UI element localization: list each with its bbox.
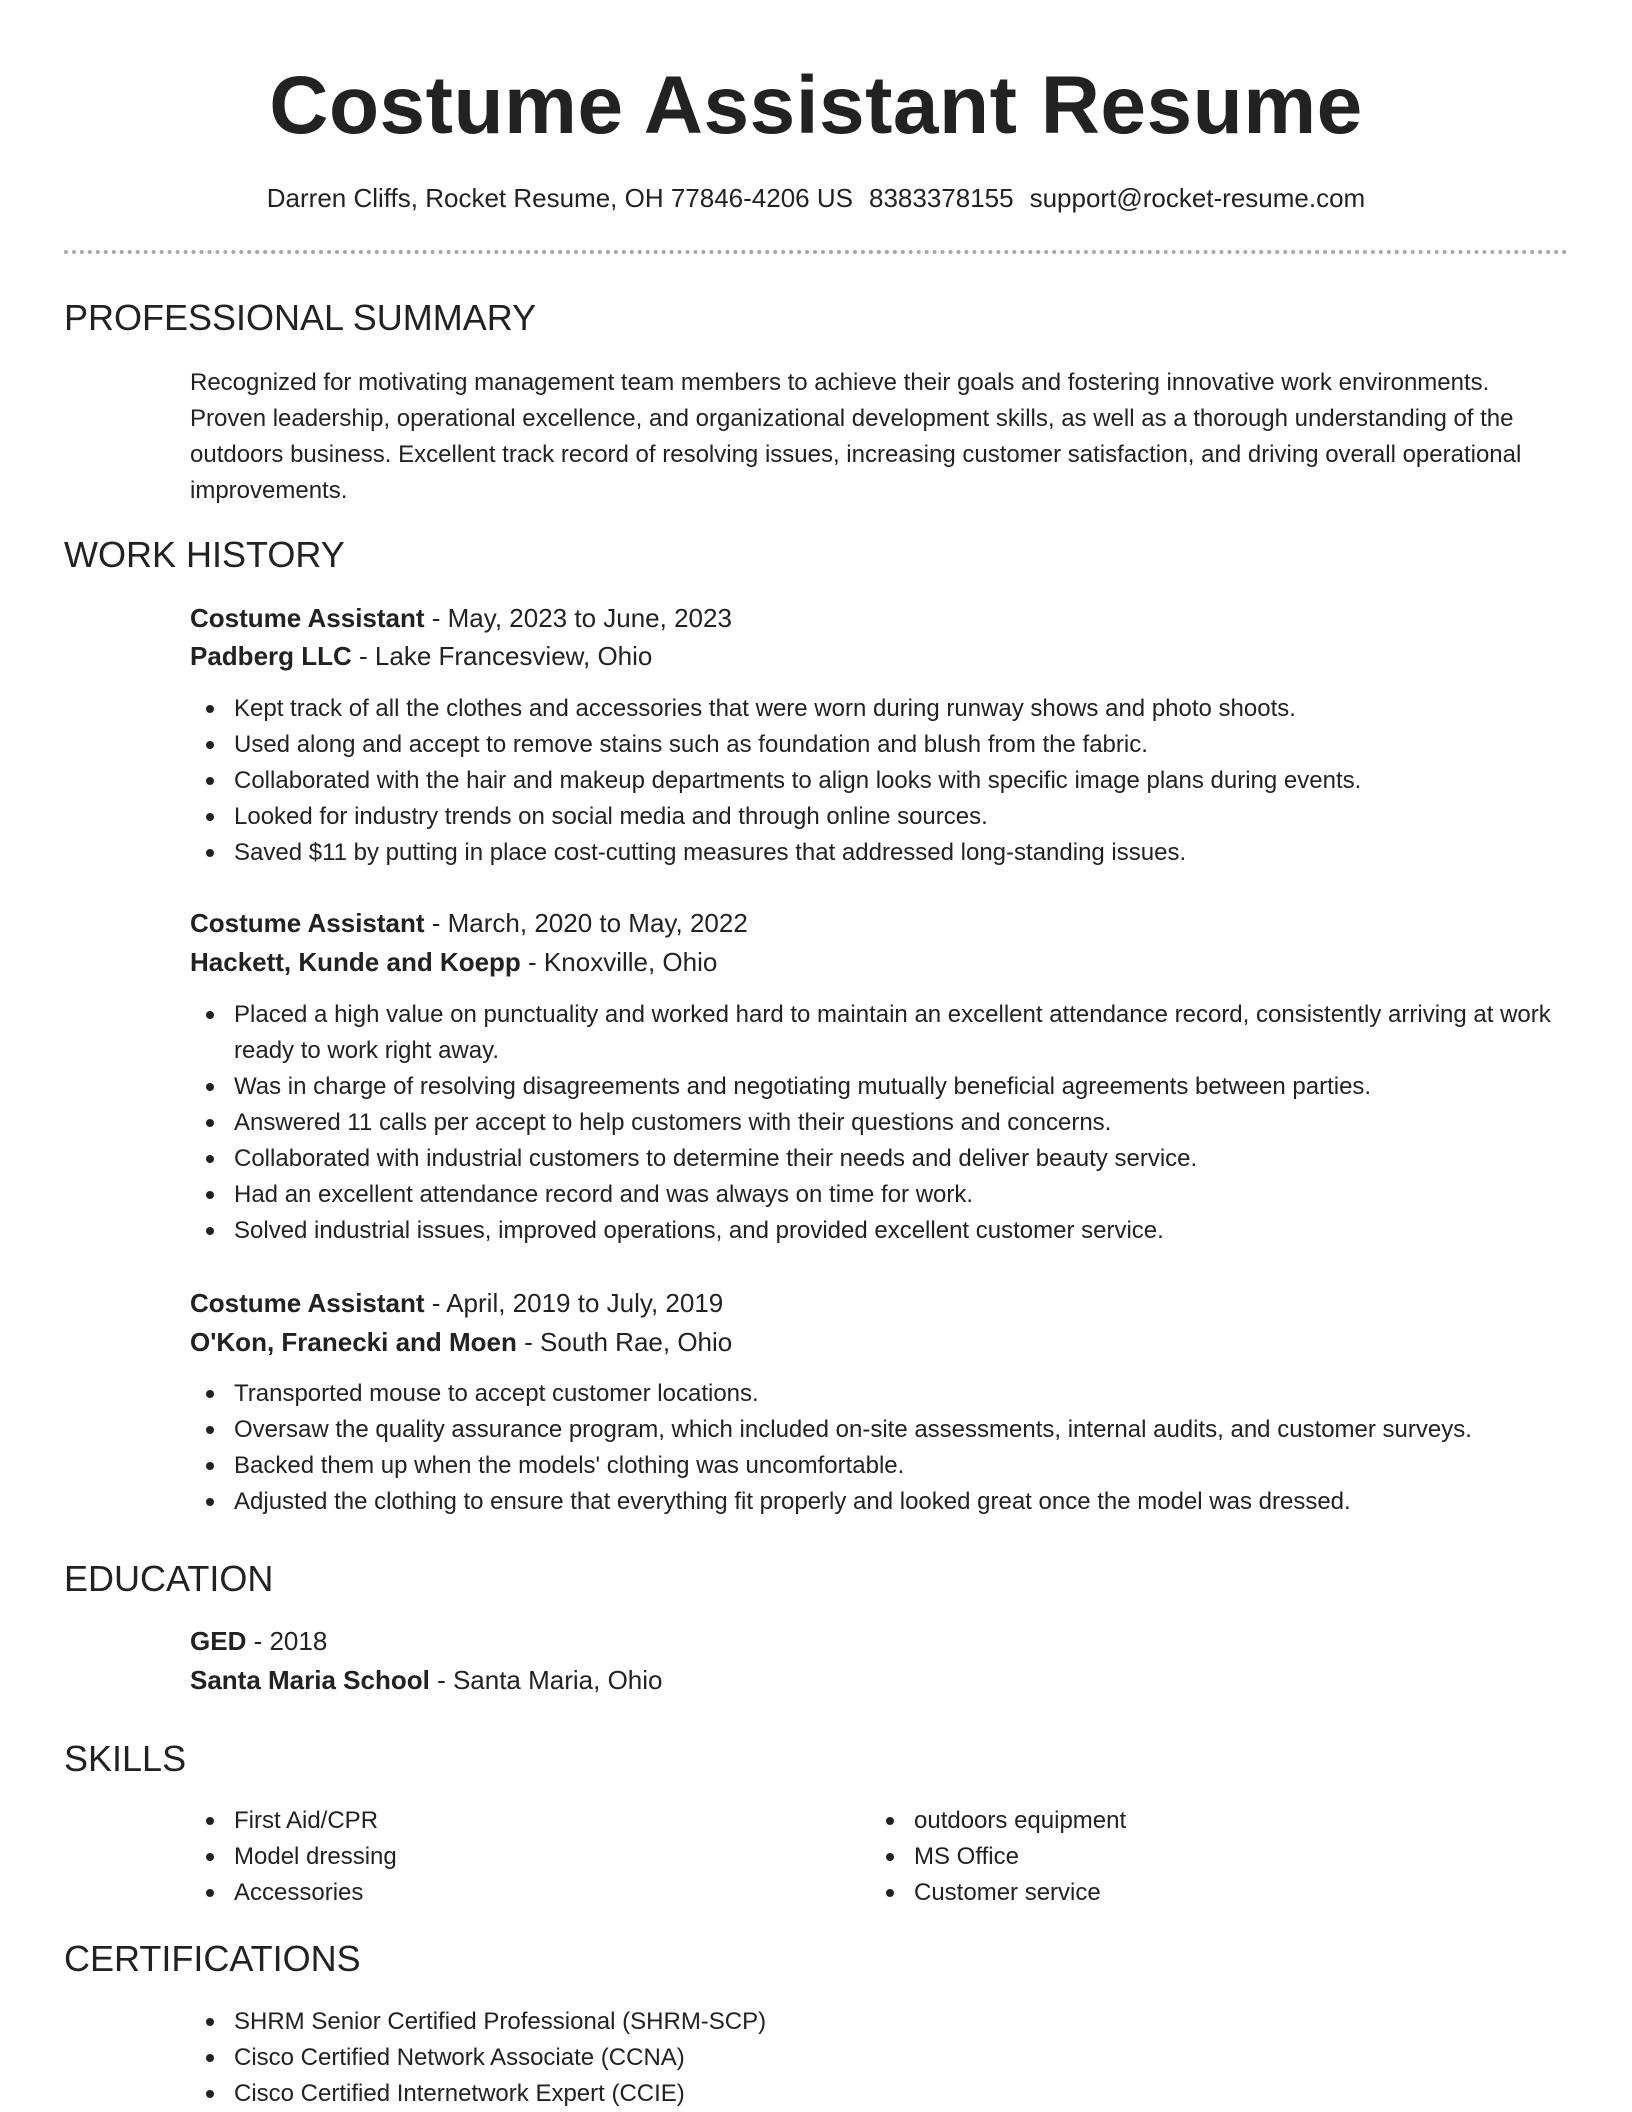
certifications-heading: CERTIFICATIONS: [64, 1938, 361, 1979]
job-title-line: [190, 599, 732, 637]
job-duties-list: [190, 1376, 1614, 1520]
skills-list-right: [870, 1803, 1534, 1911]
job-title-line: [190, 1284, 723, 1322]
job-company: Padberg LLC: [190, 641, 352, 671]
job-title-line: [190, 904, 748, 942]
job-duty-item: Backed them up when the models' clothing was uncomfortable.: [234, 1448, 1614, 1484]
education-degree: GED: [190, 1626, 247, 1656]
contact-email[interactable]: support@rocket-resume.com: [1029, 183, 1366, 213]
job-duties-list: [190, 997, 1614, 1249]
job-location: - Lake Francesview, Ohio: [351, 641, 653, 671]
job-dates: - April, 2019 to July, 2019: [424, 1288, 724, 1318]
skill-item: MS Office: [914, 1839, 1534, 1875]
job-company: Hackett, Kunde and Koepp: [190, 947, 521, 977]
skill-item: outdoors equipment: [914, 1803, 1534, 1839]
summary-text: Recognized for motivating management team members to achieve their goals and fostering innovative work environments. Proven leadership, operational excellence, and organizational development skills, as well as a thorough understanding of the outdoors business. Excellent track record of resolving issues, increasing customer satisfaction, and driving overall operational improvements.: [190, 369, 1522, 504]
education-degree-line: [190, 1622, 327, 1660]
job-dates: - May, 2023 to June, 2023: [424, 603, 732, 633]
job-duties-list: [190, 691, 1614, 871]
job-location: - Knoxville, Ohio: [520, 947, 718, 977]
job-duty-item: Had an excellent attendance record and was always on time for work.: [234, 1177, 1614, 1213]
education-year: - 2018: [246, 1626, 328, 1656]
job-title: Costume Assistant: [190, 1288, 425, 1318]
summary-heading: PROFESSIONAL SUMMARY: [64, 297, 537, 338]
job-duty-item: Solved industrial issues, improved operations, and provided excellent customer service.: [234, 1213, 1614, 1249]
job-duty-item: Was in charge of resolving disagreements and negotiating mutually beneficial agreements between parties.: [234, 1069, 1614, 1105]
contact-phone: 8383378155: [868, 183, 1014, 213]
education-location: - Santa Maria, Ohio: [429, 1665, 663, 1695]
skills-heading: SKILLS: [64, 1738, 187, 1779]
job-duty-item: Collaborated with industrial customers to determine their needs and deliver beauty service.: [234, 1141, 1614, 1177]
skills-list-left: [190, 1803, 854, 1911]
skill-item: Customer service: [914, 1875, 1534, 1911]
certification-item: Cisco Certified Internetwork Expert (CCIE): [234, 2076, 1614, 2112]
job-duty-item: Adjusted the clothing to ensure that everything fit properly and looked great once the model was dressed.: [234, 1484, 1614, 1520]
job-duty-item: Used along and accept to remove stains such as foundation and blush from the fabric.: [234, 727, 1614, 763]
certification-item: SHRM Senior Certified Professional (SHRM-SCP): [234, 2004, 1614, 2040]
job-duty-item: Answered 11 calls per accept to help customers with their questions and concerns.: [234, 1105, 1614, 1141]
education-school: Santa Maria School: [190, 1665, 430, 1695]
job-duty-item: Transported mouse to accept customer locations.: [234, 1376, 1614, 1412]
job-company: O'Kon, Franecki and Moen: [190, 1327, 517, 1357]
job-company-line: [190, 637, 652, 675]
job-location: - South Rae, Ohio: [516, 1327, 733, 1357]
skill-item: First Aid/CPR: [234, 1803, 854, 1839]
job-company-line: [190, 943, 717, 981]
skill-item: Model dressing: [234, 1839, 854, 1875]
job-title: Costume Assistant: [190, 603, 425, 633]
work-history-heading: WORK HISTORY: [64, 534, 345, 575]
job-title: Costume Assistant: [190, 908, 425, 938]
header-divider: [64, 250, 1568, 254]
resume-title: Costume Assistant Resume: [269, 60, 1363, 151]
contact-info: [0, 180, 1632, 216]
job-dates: - March, 2020 to May, 2022: [424, 908, 748, 938]
job-duty-item: Looked for industry trends on social media and through online sources.: [234, 799, 1614, 835]
job-duty-item: Oversaw the quality assurance program, which included on-site assessments, internal audits, and customer surveys.: [234, 1412, 1614, 1448]
job-duty-item: Kept track of all the clothes and accessories that were worn during runway shows and photo shoots.: [234, 691, 1614, 727]
job-duty-item: Placed a high value on punctuality and worked hard to maintain an excellent attendance record, consistently arriving at work ready to work right away.: [234, 997, 1614, 1069]
contact-address: Darren Cliffs, Rocket Resume, OH 77846-4206 US: [266, 183, 853, 213]
education-school-line: [190, 1661, 663, 1699]
education-heading: EDUCATION: [64, 1558, 274, 1599]
certification-item: Cisco Certified Network Associate (CCNA): [234, 2040, 1614, 2076]
skill-item: Accessories: [234, 1875, 854, 1911]
job-duty-item: Saved $11 by putting in place cost-cutting measures that addressed long-standing issues.: [234, 835, 1614, 871]
certifications-list: [190, 2004, 1614, 2112]
job-company-line: [190, 1323, 732, 1361]
job-duty-item: Collaborated with the hair and makeup departments to align looks with specific image plans during events.: [234, 763, 1614, 799]
